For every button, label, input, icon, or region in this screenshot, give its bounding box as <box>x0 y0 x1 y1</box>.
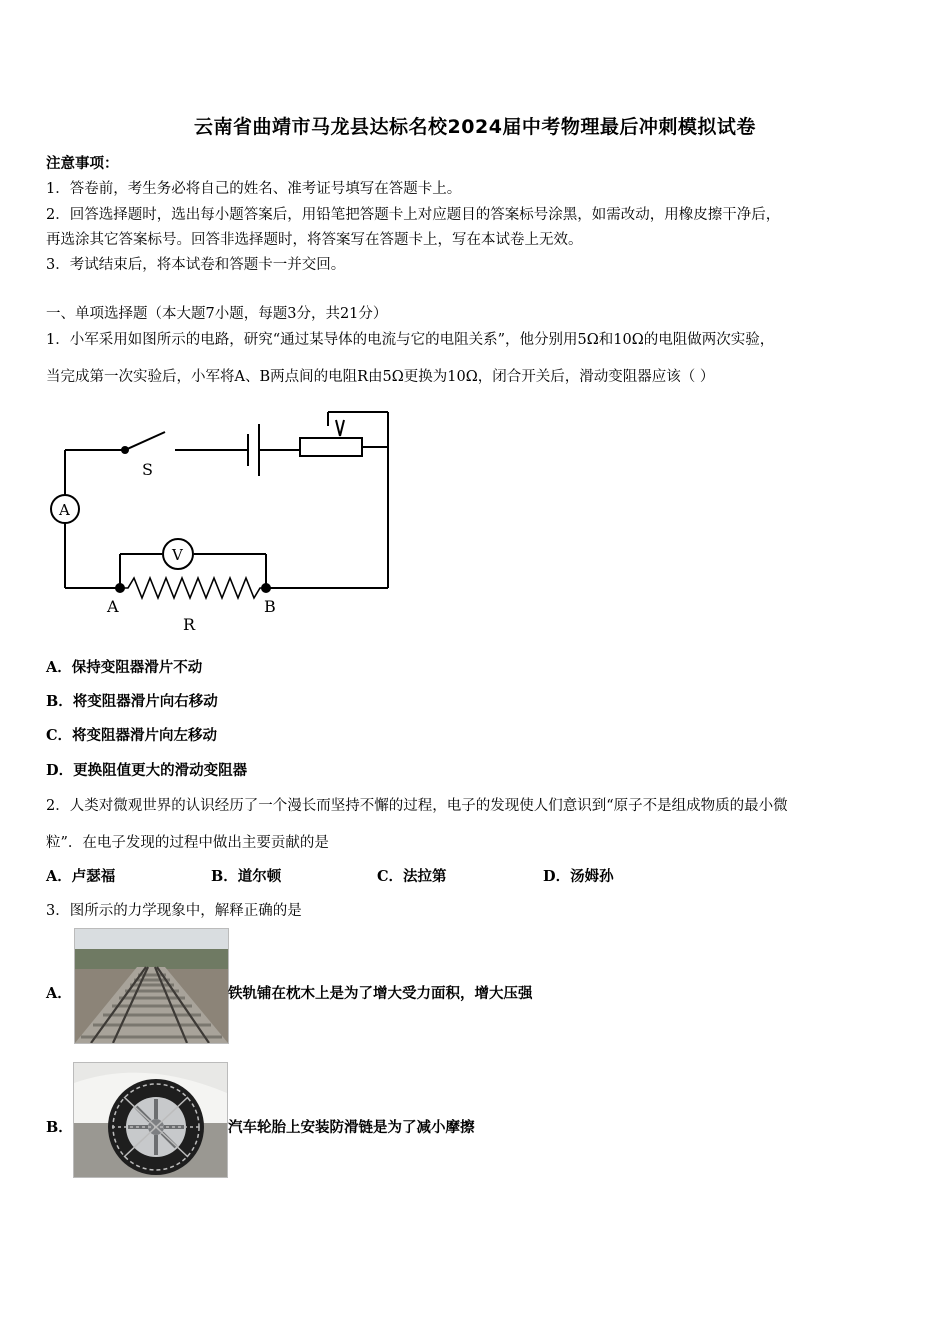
question-2-options <box>46 865 614 886</box>
option-label: A． <box>46 985 72 1002</box>
option: A．卢瑟福 <box>46 868 116 885</box>
notice-item: 3．考试结束后，将本试卷和答题卡一并交回。 <box>46 257 346 273</box>
question-1-stem: 1．小军采用如图所示的电路，研究“通过某导体的电流与它的电阻关系”，他分别用5Ω和10Ω的电阻做两次实验， <box>46 332 775 348</box>
option-text: 汽车轮胎上安装防滑链是为了减小摩擦 <box>228 1119 475 1136</box>
option-label: B． <box>46 1119 73 1136</box>
option: B．道尔顿 <box>211 868 282 885</box>
point-b-label: B <box>264 597 276 616</box>
notice-heading: 注意事项： <box>46 155 119 172</box>
notice-item: 2．回答选择题时，选出每小题答案后，用铅笔把答题卡上对应题目的答案标号涂黑，如需改动，用橡皮擦干净后， <box>46 207 781 223</box>
option: C．法拉第 <box>377 868 447 885</box>
switch-label: S <box>142 460 153 479</box>
section-heading: 一、单项选择题（本大题7小题，每题3分，共21分） <box>46 306 388 322</box>
option: C．将变阻器滑片向左移动 <box>46 727 218 744</box>
notice-item: 1．答卷前，考生务必将自己的姓名、准考证号填写在答题卡上。 <box>46 181 462 197</box>
circuit-diagram <box>40 400 400 640</box>
question-2-stem: 2．人类对微观世界的认识经历了一个漫长而坚持不懈的过程，电子的发现使人们意识到“原子不是组成物质的最小微 <box>46 798 788 814</box>
page-title: 云南省曲靖市马龙县达标名校2024届中考物理最后冲刺模拟试卷 <box>194 116 756 138</box>
point-a-label: A <box>107 597 119 616</box>
option: D．更换阻值更大的滑动变阻器 <box>46 762 248 779</box>
option: D．汤姆孙 <box>543 868 614 885</box>
notice-item: 再选涂其它答案标号。回答非选择题时，将答案写在答题卡上，写在本试卷上无效。 <box>46 232 583 248</box>
voltmeter-label: V <box>172 546 183 564</box>
question-2-stem-cont: 粒”．在电子发现的过程中做出主要贡献的是 <box>46 835 329 851</box>
question-1-stem-cont: 当完成第一次实验后，小军将A、B两点间的电阻R由5Ω更换为10Ω，闭合开关后，滑动变阻器应该（ ） <box>46 369 715 385</box>
railway-photo <box>74 928 229 1044</box>
option: A．保持变阻器滑片不动 <box>46 659 203 676</box>
tire-chain-photo <box>73 1062 228 1178</box>
question-3-stem: 3．图所示的力学现象中，解释正确的是 <box>46 903 302 919</box>
option-text: 铁轨铺在枕木上是为了增大受力面积，增大压强 <box>228 985 533 1002</box>
ammeter-label: A <box>59 501 70 519</box>
resistor-label: R <box>183 615 196 634</box>
option: B．将变阻器滑片向右移动 <box>46 693 218 710</box>
